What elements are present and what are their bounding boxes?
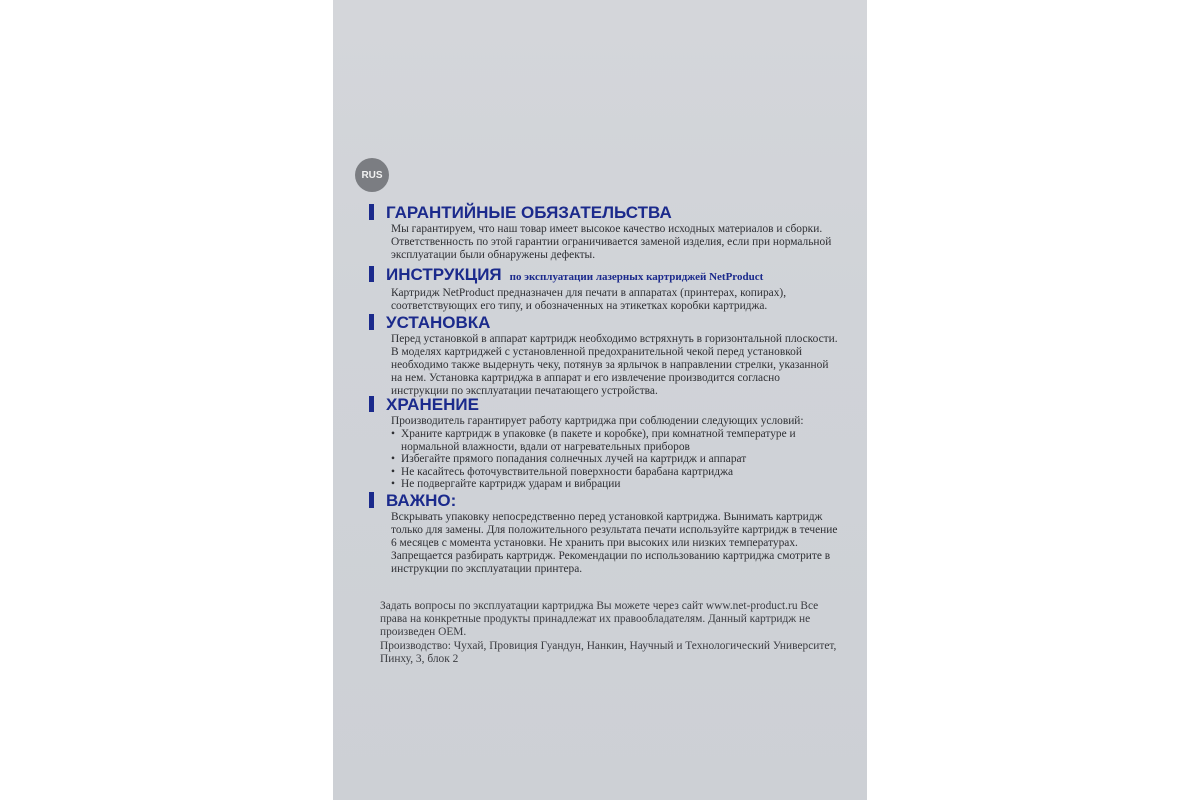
instruction-subtitle: по эксплуатации лазерных картриджей NetProduct xyxy=(509,271,764,283)
warranty-title: ГАРАНТИЙНЫЕ ОБЯЗАТЕЛЬСТВА xyxy=(386,203,672,222)
heading-marker-icon xyxy=(369,396,374,412)
warranty-section xyxy=(369,202,839,262)
installation-section xyxy=(369,312,839,398)
storage-title: ХРАНЕНИЕ xyxy=(386,395,479,414)
instruction-title: ИНСТРУКЦИЯ xyxy=(386,265,502,284)
warranty-heading xyxy=(369,202,839,223)
storage-section xyxy=(369,394,839,491)
instruction-sheet xyxy=(333,0,867,800)
heading-marker-icon xyxy=(369,314,374,330)
footer-contact-text: Задать вопросы по эксплуатации картриджа Вы можете через сайт www.net-product.ru Все права на конкретные продукты принадлежат их правообладателям. Данный картридж не произведен OEM. xyxy=(380,600,819,638)
instruction-text: Картридж NetProduct предназначен для печати в аппаратах (принтерах, копирах), соответствующих его типу, и обозначенных на этикетках коробки картриджа. xyxy=(391,287,787,312)
heading-marker-icon xyxy=(369,204,374,220)
warranty-text: Мы гарантируем, что наш товар имеет высокое качество исходных материалов и сборки. Ответственность по этой гарантии ограничивается заменой изделия, если при нормальной эксплуатации были обнаружены дефекты. xyxy=(391,223,832,261)
list-item: • Избегайте прямого попадания солнечных лучей на картридж и аппарат xyxy=(391,453,839,466)
heading-marker-icon xyxy=(369,266,374,282)
important-title: ВАЖНО: xyxy=(386,491,457,510)
instruction-heading xyxy=(369,264,839,287)
list-item: • Храните картридж в упаковке (в пакете и коробке), при комнатной температуре и нормальной влажности, вдали от нагревательных приборов xyxy=(391,428,839,453)
footer-contact-block xyxy=(380,600,840,639)
footer-manufacturer-block xyxy=(380,640,840,666)
installation-title: УСТАНОВКА xyxy=(386,313,491,332)
list-item: • Не подвергайте картридж ударам и вибрации xyxy=(391,478,839,491)
heading-marker-icon xyxy=(369,492,374,508)
installation-heading xyxy=(369,312,839,333)
instruction-section xyxy=(369,264,839,313)
important-heading xyxy=(369,490,839,511)
list-item: • Не касайтесь фоточувствительной поверхности барабана картриджа xyxy=(391,466,839,479)
footer-manufacturer-text: Производство: Чухай, Провиция Гуандун, Нанкин, Научный и Технологический Университет, Пинху, 3, блок 2 xyxy=(380,640,837,665)
installation-text: Перед установкой в аппарат картридж необходимо встряхнуть в горизонтальной плоскости. В моделях картриджей с установленной предохранительной чекой перед установкой необходимо также выдернуть чеку, потянув за ярлычок в направлении стрелки, указанной на нем. Установка картриджа в аппарат и его извлечение производится согласно инструкции по эксплуатации печатающего устройства. xyxy=(391,333,838,397)
storage-intro: Производитель гарантирует работу картриджа при соблюдении следующих условий: xyxy=(391,415,804,427)
storage-heading xyxy=(369,394,839,415)
storage-conditions-list xyxy=(369,428,839,491)
language-badge: RUS xyxy=(355,158,389,192)
important-section xyxy=(369,490,839,576)
important-text: Вскрывать упаковку непосредственно перед установкой картриджа. Вынимать картридж только для замены. Для положительного результата печати используйте картридж в течение 6 месяцев с момента установки. Не хранить при высоких или низких температурах. Запрещается разбирать картридж. Рекомендации по использованию картриджа смотрите в инструкции по эксплуатации принтера. xyxy=(391,511,838,575)
